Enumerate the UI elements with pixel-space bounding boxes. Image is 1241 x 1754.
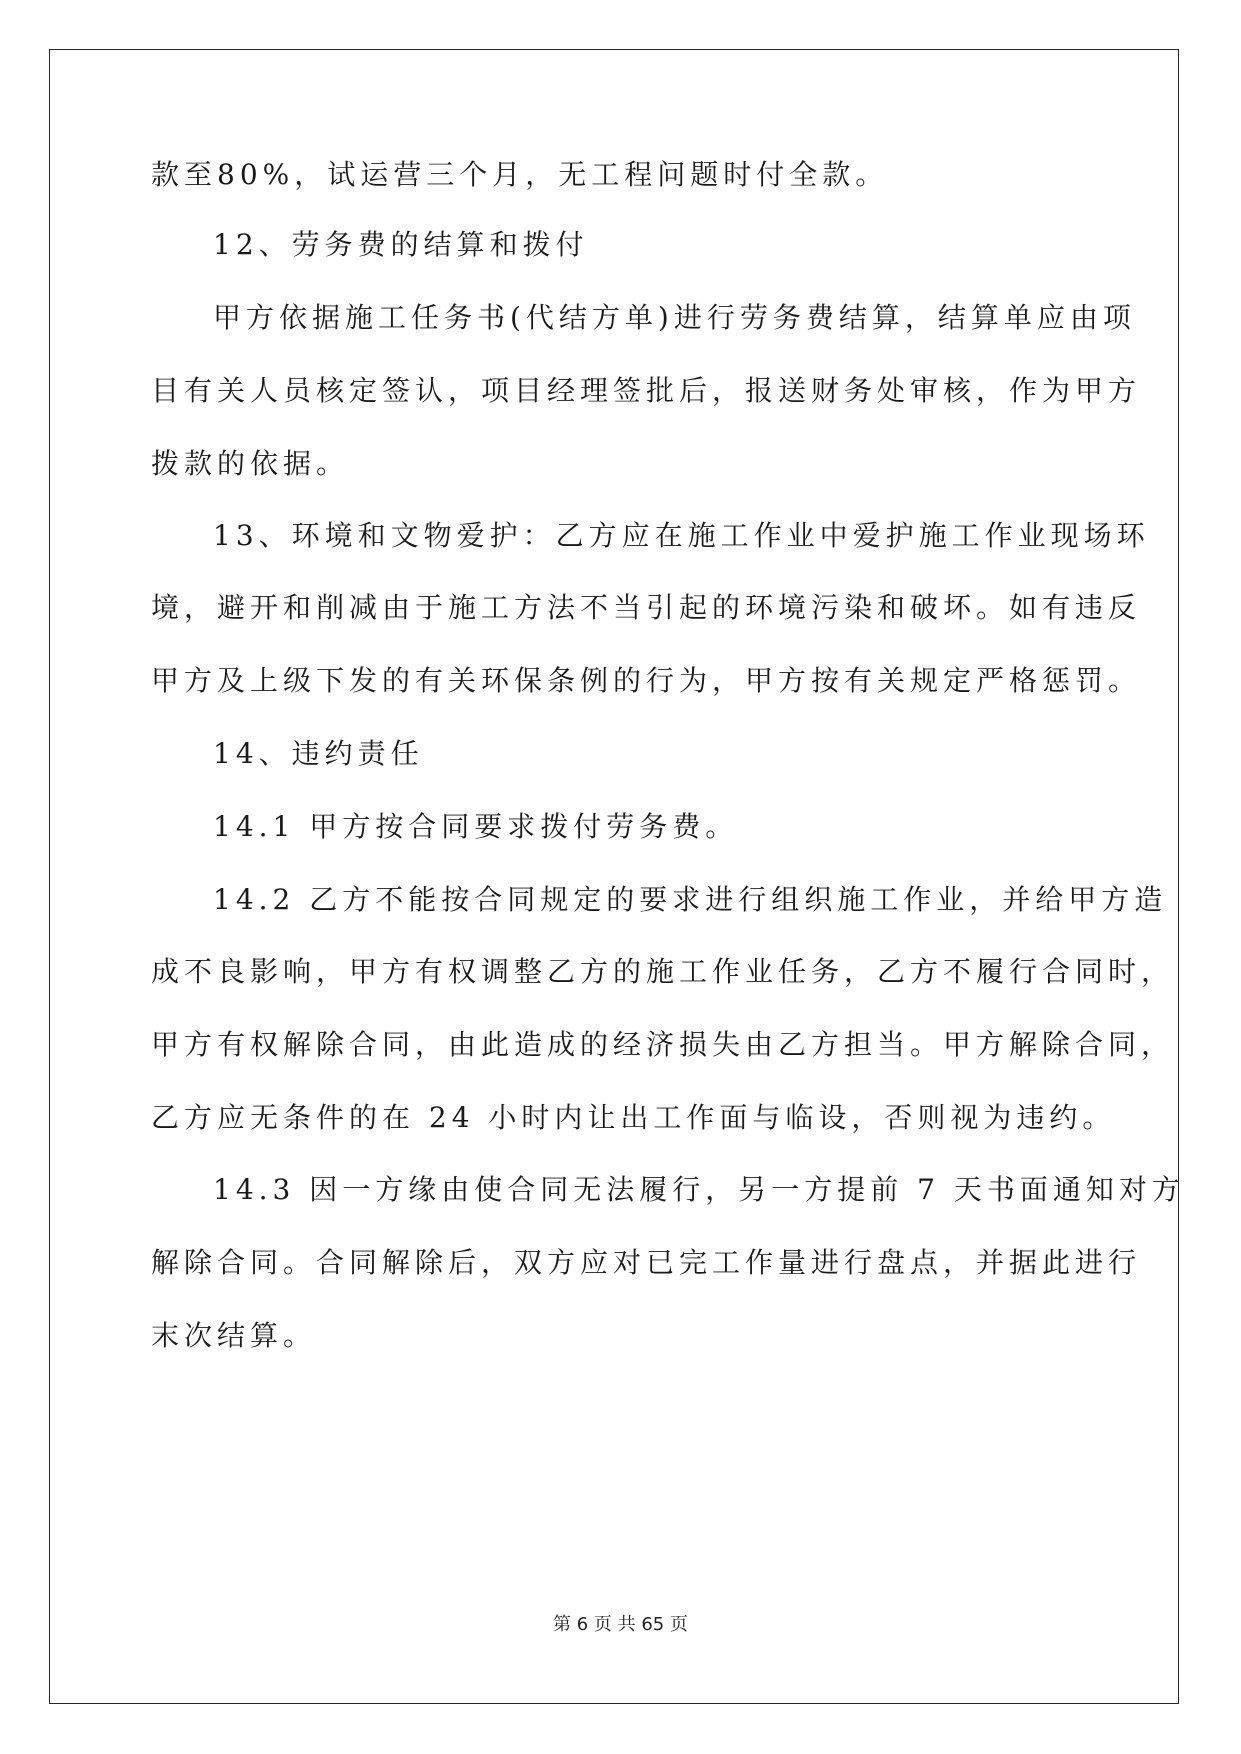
text-line: 乙方应无条件的在 24 小时内让出工作面与临设，否则视为违约。: [151, 1101, 1116, 1134]
text-line: 14.1 甲方按合同要求拨付劳务费。: [213, 810, 739, 843]
page-border: [49, 49, 1179, 1704]
text-line: 解除合同。合同解除后，双方应对已完工作量进行盘点，并据此进行: [151, 1246, 1142, 1279]
text-line: 14.3 因一方缘由使合同无法履行，另一方提前 7 天书面通知对方: [213, 1173, 1185, 1206]
text-line: 甲方有权解除合同，由此造成的经济损失由乙方担当。甲方解除合同，: [151, 1028, 1175, 1061]
text-line: 款至80%，试运营三个月，无工程问题时付全款。: [151, 158, 889, 191]
text-line: 甲方及上级下发的有关环保条例的行为，甲方按有关规定严格惩罚。: [151, 664, 1142, 697]
section-heading: 12、劳务费的结算和拨付: [213, 228, 589, 261]
text-line: 拨款的依据。: [151, 447, 350, 480]
section-heading: 14、违约责任: [213, 737, 424, 770]
page-number: 第 6 页 共 65 页: [553, 1614, 688, 1635]
text-line: 末次结算。: [151, 1319, 317, 1352]
text-line: 14.2 乙方不能按合同规定的要求进行组织施工作业，并给甲方造: [213, 883, 1168, 916]
text-line: 成不良影响，甲方有权调整乙方的施工作业任务，乙方不履行合同时，: [151, 955, 1175, 988]
text-line: 目有关人员核定签认，项目经理签批后，报送财务处审核，作为甲方: [151, 374, 1142, 407]
text-line: 甲方依据施工任务书(代结方单)进行劳务费结算，结算单应由项: [213, 301, 1136, 334]
text-line: 境，避开和削减由于施工方法不当引起的环境污染和破坏。如有违反: [151, 591, 1142, 624]
text-line: 13、环境和文物爱护：乙方应在施工作业中爱护施工作业现场环: [213, 519, 1150, 552]
